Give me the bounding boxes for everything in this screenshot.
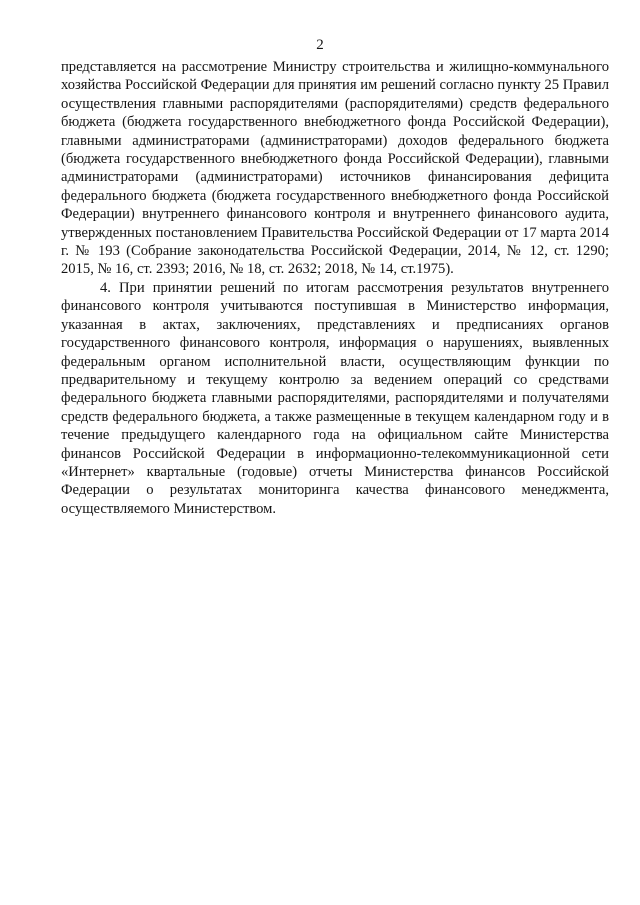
paragraph-item-4: 4. При принятии решений по итогам рассмотрения результатов внутреннего финансового контроля учитываются поступившая в Министерство информация, указанная в актах, заключениях, представлениях и предписаниях органов государственного финансового контроля, информация о нарушениях, выявленных федеральным органом исполнительной власти, осуществляющим функции по предварительному и текущему контролю за ведением операций со средствами федерального бюджета главными распорядителями, распорядителями и получателями средств федерального бюджета, а также размещенные в текущем календарном году и в течение предыдущего календарного года на официальном сайте Министерства финансов Российской Федерации в информационно-телекоммуникационной сети «Интернет» квартальные (годовые) отчеты Министерства финансов Российской Федерации о результатах мониторинга качества финансового менеджмента, осуществляемого Министерством. [61, 279, 609, 517]
page-number: 2 [316, 37, 324, 53]
document-body [61, 58, 609, 518]
paragraph-continuation: представляется на рассмотрение Министру строительства и жилищно-коммунального хозяйства Российской Федерации для принятия им решений согласно пункту 25 Правил осуществления главными распорядителями (распорядителями) средств федерального бюджета (бюджета государственного внебюджетного фонда Российской Федерации), главными администраторами (администраторами) доходов федерального бюджета (бюджета государственного внебюджетного фонда Российской Федерации), главными администраторами (администраторами) источников финансирования дефицита федерального бюджета (бюджета государственного внебюджетного фонда Российской Федерации) внутреннего финансового контроля и внутреннего финансового аудита, утвержденных постановлением Правительства Российской Федерации от 17 марта 2014 г. № 193 (Собрание законодательства Российской Федерации, 2014, № 12, ст. 1290; 2015, № 16, ст. 2393; 2016, № 18, ст. 2632; 2018, № 14, ст.1975). [61, 59, 609, 278]
